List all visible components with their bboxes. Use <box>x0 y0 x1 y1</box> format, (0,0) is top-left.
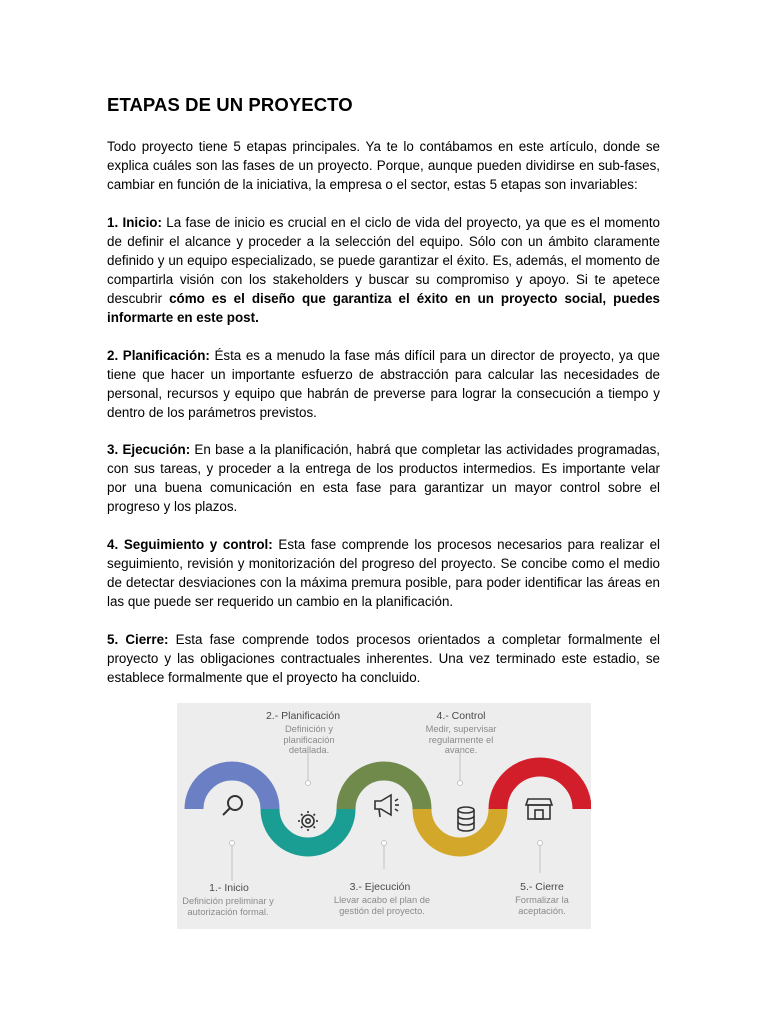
section-heading: 5. Cierre: <box>107 632 169 647</box>
page-title: ETAPAS DE UN PROYECTO <box>107 94 353 115</box>
stage-arc-control <box>422 809 498 847</box>
stage-title-cierre: 5.- Cierre <box>520 881 564 893</box>
stage-desc-cierre: Formalizar la aceptación. <box>515 895 569 916</box>
section-heading: 4. Seguimiento y control: <box>107 537 273 552</box>
stage-title-inicio: 1.- Inicio <box>209 882 249 894</box>
project-stages-infographic <box>177 703 591 929</box>
stage-desc-inicio: Definición preliminar y autorización formal. <box>182 896 274 917</box>
section-heading: 1. Inicio: <box>107 215 162 230</box>
section-heading: 3. Ejecución: <box>107 442 191 457</box>
stage-title-control: 4.- Control <box>436 710 486 722</box>
connector-dot <box>458 781 463 786</box>
section-text: Esta fase comprende todos procesos orientados a completar formalmente el proyecto y las obligaciones contractuales inherentes. Una vez terminado este estadio, se establece formalmente que el proyecto ha concluido. <box>107 632 660 685</box>
section-cierre <box>107 630 660 687</box>
stage-desc-ejecucion: Llevar acabo el plan de gestión del proyecto. <box>333 895 431 916</box>
section-heading: 2. Planificación: <box>107 348 210 363</box>
section-ejecucion <box>107 440 660 516</box>
connector-dot <box>306 781 311 786</box>
connector-dot <box>538 841 543 846</box>
connector-dot <box>382 841 387 846</box>
magnifier-icon <box>223 796 242 815</box>
stage-arc-ejecucion <box>346 771 422 809</box>
stage-desc-planificacion: Definición y planificación detallada. <box>283 724 335 755</box>
stage-arc-cierre <box>498 767 582 809</box>
store-icon <box>526 799 552 819</box>
section-text: La fase de inicio es crucial en el ciclo de vida del proyecto, ya que es el momento de definir el alcance y proceder a la selección del equipo. Sólo con un ámbito claramente definido y un equipo especializado, se puede garantizar el éxito. Es, además, el momento de compartirla visión con los stakeholders y buscar su compromiso y apoyo. Si te apetece descubrir <box>107 215 660 306</box>
section-planificacion <box>107 346 660 422</box>
connector-dot <box>230 841 235 846</box>
gear-icon <box>298 811 318 831</box>
intro-paragraph: Todo proyecto tiene 5 etapas principales. Ya te lo contábamos en este artículo, donde se explica cuáles son las fases de un proyecto. Porque, aunque pueden dividirse en sub-fases, cambiar en función de la iniciativa, la empresa o el sector, estas 5 etapas son invariables: <box>107 139 660 192</box>
stage-arc-inicio <box>194 771 270 809</box>
stage-title-ejecucion: 3.- Ejecución <box>349 881 411 893</box>
stage-desc-control: Medir, supervisar regularmente el avance. <box>425 724 497 755</box>
database-icon <box>458 807 474 831</box>
section-seguimiento <box>107 535 660 611</box>
stage-title-planificacion: 2.- Planificación <box>265 710 341 722</box>
section-link-text[interactable]: cómo es el diseño que garantiza el éxito en un proyecto social, puedes informarte en este post. <box>107 291 661 325</box>
section-inicio <box>107 213 660 327</box>
section-text: Esta fase comprende los procesos necesarios para realizar el seguimiento, revisión y monitorización del progreso del proyecto. Se concibe como el medio de detectar desviaciones con la máxima premura posible, para poder identificar las áreas en las que puede ser requerido un cambio en la planificación. <box>107 537 660 609</box>
section-text: Ésta es a menudo la fase más difícil para un director de proyecto, ya que tiene que hacer un importante esfuerzo de abstracción para calcular las necesidades de personal, recursos y equipo que habrán de preverse para lograr la consecución a tiempo y dentro de los parámetros previstos. <box>107 348 661 420</box>
megaphone-icon <box>375 795 399 817</box>
section-text: En base a la planificación, habrá que completar las actividades programadas, con sus tareas, y proceder a la entrega de los productos intermedios. Es importante velar por una buena comunicación en esta fase para garantizar un mayor control sobre el progreso y los plazos. <box>107 442 660 514</box>
